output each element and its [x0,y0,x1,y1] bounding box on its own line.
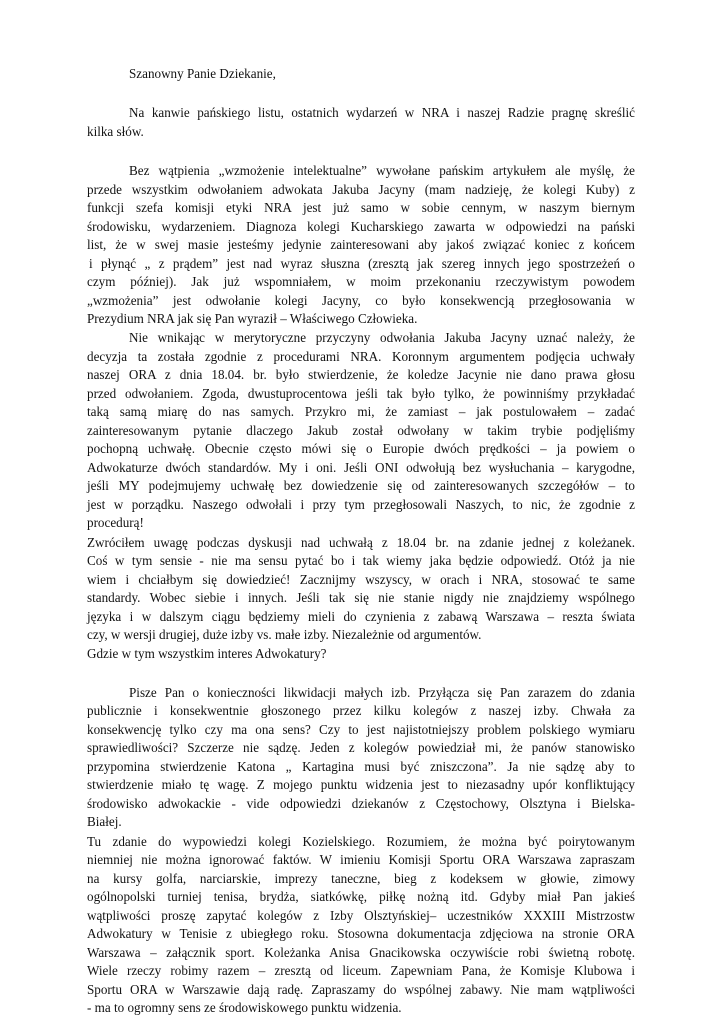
para1-line-2: kilka słów. [87,124,144,140]
para3-line-3: naszej ORA z dnia 18.04. br. było stwierdzenie, że koledze Jacynie nie dano prawa głosu [87,367,635,383]
para2-line-9: Prezydium NRA jak się Pan wyraził – Właściwego Człowieka. [87,311,418,327]
para3-line-2: decyzja ta została zgodnie z procedurami NRA. Koronnym argumentem podjęcia uchwały [87,348,635,364]
para4-line-1: Zwróciłem uwagę podczas dyskusji nad uchwałą z 18.04 br. na zdanie jednej z koleżanek. [87,534,635,550]
para2-line-3: funkcji szefa komisji etyki NRA jest już samo w sobie cennym, w naszym biernym [87,200,635,216]
para2-line-5: list, że w swej masie jesteśmy jedynie zainteresowani aby jakoś związać koniec z końcem [87,237,635,253]
para3-line-7: pochopną uchwałę. Obecnie często mówi się o Europie dwóch prędkości – ja powiem o [87,441,635,457]
para4-line-4: standardy. Wobec siebie i innych. Jeśli tak się nie stanie nigdy nie znajdziemy wspólnego [87,590,635,606]
para6-line-9: Sportu ORA w Warszawie dają radę. Zapraszamy do wspólnej zabawy. Nie mam wątpliwości [87,981,635,997]
para6-line-5: wątpliwości proszę zapytać kolegów z Izby Olsztyńskiej– uczestników XXXIII Mistrzostw [87,907,635,923]
para3-line-9: jeśli MY podejmujemy uchwałę bez dowiedzenie się od zainteresowanych szczegółów – to [87,478,635,494]
salutation: Szanowny Panie Dziekanie, [129,66,276,81]
para3-line-11: procedurą! [87,515,144,531]
para5-line-4: sprawiedliwości? Szczerze nie sądzę. Jeden z kolegów powiedział mi, że panów stanowisko [87,740,635,756]
para6-line-8: Wiele rzeczy robimy razem – zresztą od liceum. Zapewniam Pana, że Komisje Klubowa i [87,963,635,978]
para2-line-2: przede wszystkim odwołaniem adwokata Jakuba Jacyny (mam nadzieję, że kolegi Kuby) z [87,181,635,197]
para4-line-3: wiem i chciałbym się dowiedzieć! Zacznijmy wszyscy, w orach i NRA, stosować te same [87,571,635,587]
para3-line-6: zainteresowanym pytanie dlaczego Jakub został odwołany w takim trybie podjęliśmy [87,422,635,438]
para1-line-1: Na kanwie pańskiego listu, ostatnich wydarzeń w NRA i naszej Radzie pragnę skreślić [129,104,635,120]
para6-line-10: - ma to ogromny sens ze środowiskowego punktu widzenia. [87,1000,402,1015]
para2-line-1: Bez wątpienia „wzmożenie intelektualne” wywołane pańskim artykułem ale myślę, że [129,163,635,179]
para3-line-5: taką samą miarę do nas samych. Przykro mi, że zamiast – jak postulowałem – zadać [87,404,635,420]
para5-line-6: stwierdzenie miało tę wagę. Z mojego punktu widzenia jest to niezasadny upór konfliktujący [87,777,635,793]
para3-line-4: przed odwołaniem. Zgoda, dwustuprocentowa jeśli tak było tylko, że powinniśmy przykładać [87,385,635,401]
para6-line-1: Tu zdanie do wypowiedzi kolegi Kozielskiego. Rozumiem, że można być poirytowanym [87,833,635,849]
para6-line-7: Warszawa – załącznik sport. Koleżanka Anisa Gnacikowska oczywiście robi świetną robotę. [87,944,635,960]
para4-line-7: Gdzie w tym wszystkim interes Adwokatury? [87,645,327,661]
para3-line-10: jest w porządku. Naszego odwołali i przy tym przegłosowali Naszych, to nic, że zgodnie z [87,496,635,512]
para6-line-3: na kursy golfa, narciarskie, imprezy taneczne, bieg z kodeksem w głowie, zimowy [87,870,635,886]
para2-line-7: czym później). Jak już wspomniałem, w moim przekonaniu rzeczywistym powodem [87,274,635,290]
para5-line-7: środowisko adwokackie - vide odpowiedzi dziekanów z Częstochowy, Olsztyna i Bielska- [87,795,635,811]
para6-line-6: Adwokatury w Tenisie z ubiegłego roku. Stosowna dokumentacja zdjęciowa na stronie ORA [87,926,635,942]
para5-line-1: Pisze Pan o konieczności likwidacji małych izb. Przyłącza się Pan zarazem do zdania [129,684,635,700]
para5-line-5: przypomina stwierdzenie Katona „ Kartagina musi być zniszczona”. Ja nie sądzę aby to [87,758,635,774]
para4-line-5: języka i w dalszym ciągu będziemy mieli do czynienia z zabawą Warszawa – reszta świata [87,608,635,624]
para6-line-4: ogólnopolski turniej tenisa, brydża, siatkówkę, piłkę nożną itd. Gdyby miał Pan jakieś [87,889,635,905]
para2-line-6: i płynąć „ z prądem” jest nad wyraz słuszna (zresztą jak szereg innych jego spostrzeżeń o [89,255,635,271]
para3-line-8: Adwokaturze dwóch standardów. My i oni. Jeśli ONI odwołują bez wysłuchania – karygodne, [87,459,635,475]
para2-line-4: środowisku, wydarzeniem. Diagnoza kolegi Kucharskiego zawarta w odpowiedzi na pański [87,218,635,234]
para5-line-2: publicznie i konsekwentnie głoszonego przez kilku kolegów z naszej izby. Chwała za [87,703,635,719]
para2-line-8: „wzmożenia” jest odwołanie kolegi Jacyny, co było konsekwencją przegłosowania w [87,292,635,308]
para4-line-2: Coś w tym sensie - nie ma sensu pytać bo i tak wiemy jaka będzie odpowiedź. Otóż ja nie [87,553,635,569]
para6-line-2: niemniej nie można ignorować faktów. W imieniu Komisji Sportu ORA Warszawa zapraszam [87,852,635,868]
para3-line-1: Nie wnikając w merytoryczne przyczyny odwołania Jakuba Jacyny uznać należy, że [129,330,635,346]
para5-line-3: konsekwencję tylko czy ma ona sens? Czy to jest najistotniejszy problem polskiego wymiaru [87,721,635,737]
para4-line-6: czy, w wersji drugiej, duże izby vs. małe izby. Niezależnie od argumentów. [87,627,482,643]
para5-line-8: Białej. [87,814,122,830]
